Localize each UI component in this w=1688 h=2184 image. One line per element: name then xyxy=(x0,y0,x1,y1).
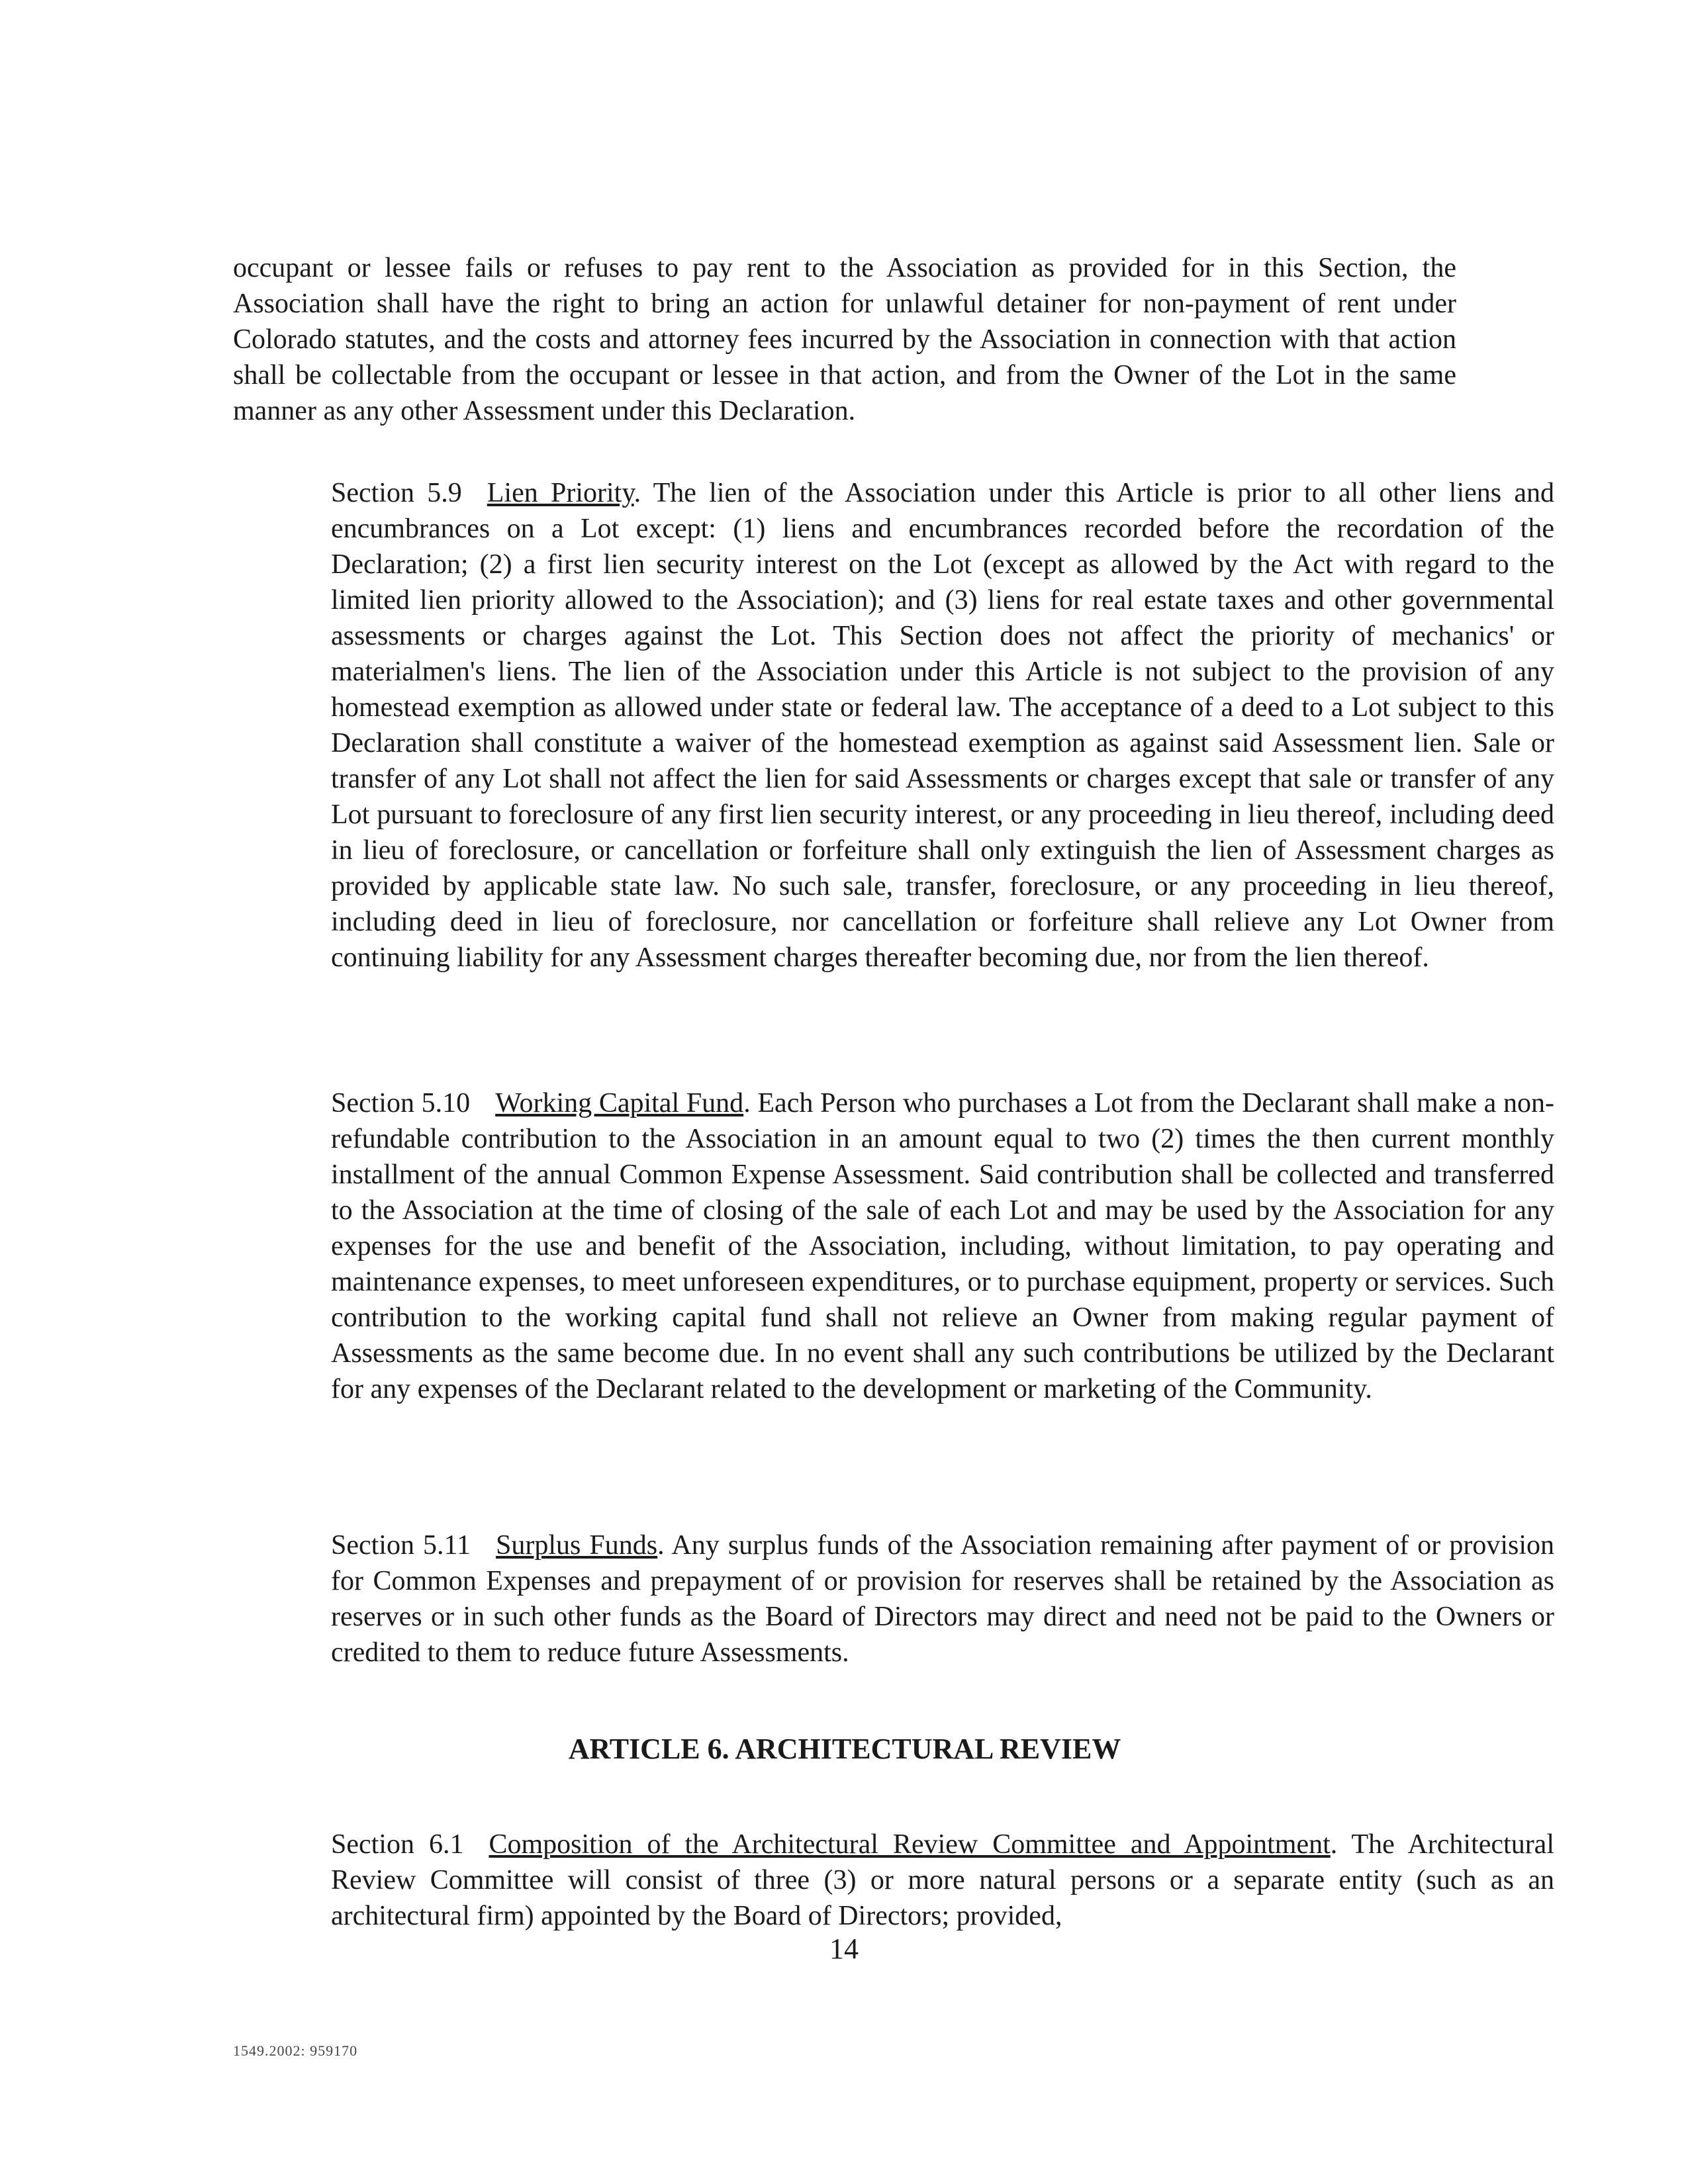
section-body: The Architectural Review Committee will consist of three (3) or more natural persons or a separate entity (such as an architectural firm) appointed by the Board of Directors; provided, xyxy=(331,1829,1554,1931)
section-5-9-paragraph xyxy=(233,475,1554,976)
section-5-10-paragraph xyxy=(233,1085,1554,1407)
page-number: 14 xyxy=(829,1933,859,1965)
section-5-11-paragraph xyxy=(233,1527,1554,1670)
section-body: Any surplus funds of the Association remaining after payment of or provision for Common Expenses and prepayment of or provision for reserves shall be retained by the Association as reserves or in such other funds as the Board of Directors may direct and need not be paid to the Owners or credited to them to reduce future Assessments. xyxy=(331,1530,1555,1668)
section-heading: Composition of the Architectural Review Committee and Appointment xyxy=(489,1829,1331,1860)
section-number: Section 6.1 xyxy=(331,1829,464,1860)
section-heading: Surplus Funds xyxy=(496,1530,658,1561)
heading-period: . xyxy=(743,1088,751,1118)
heading-period: . xyxy=(633,478,641,508)
article-heading: ARTICLE 6. ARCHITECTURAL REVIEW xyxy=(568,1733,1121,1765)
section-body: Each Person who purchases a Lot from the Declarant shall make a non-refundable contribution to the Association in an amount equal to two (2) times the then current monthly installment of the annual Common Expense Assessment. Said contribution shall be collected and transferred to the Association at the time of closing of the sale of each Lot and may be used by the Association for any expenses for the use and benefit of the Association, including, without limitation, to pay operating and maintenance expenses, to meet unforeseen expenditures, or to purchase equipment, property or services. Such contribution to the working capital fund shall not relieve an Owner from making regular payment of Assessments as the same become due. In no event shall any such contributions be utilized by the Declarant for any expenses of the Declarant related to the development or marketing of the Community. xyxy=(331,1088,1555,1404)
section-6-1-paragraph xyxy=(233,1827,1554,1934)
section-heading: Working Capital Fund xyxy=(495,1088,744,1118)
section-number: Section 5.11 xyxy=(331,1530,471,1561)
section-heading: Lien Priority xyxy=(487,478,634,508)
document-id: 1549.2002: 959170 xyxy=(233,2042,358,2059)
section-body: The lien of the Association under this Article is prior to all other liens and encumbrances on a Lot except: (1) liens and encumbrances recorded before the recordation of the Declaration; (2) a first lien security interest on the Lot (except as allowed by the Act with regard to the limited lien priority allowed to the Association); and (3) liens for real estate taxes and other governmental assessments or charges against the Lot. This Section does not affect the priority of mechanics' or materialmen's liens. The lien of the Association under this Article is not subject to the provision of any homestead exemption as allowed under state or federal law. The acceptance of a deed to a Lot subject to this Declaration shall constitute a waiver of the homestead exemption as against said Assessment lien. Sale or transfer of any Lot shall not affect the lien for said Assessments or charges except that sale or transfer of any Lot pursuant to foreclosure of any first lien security interest, or any proceeding in lieu thereof, including deed in lieu of foreclosure, or cancellation or forfeiture shall only extinguish the lien of Assessment charges as provided by applicable state law. No such sale, transfer, foreclosure, or any proceeding in lieu thereof, including deed in lieu of foreclosure, nor cancellation or forfeiture shall relieve any Lot Owner from continuing liability for any Assessment charges thereafter becoming due, nor from the lien thereof. xyxy=(331,478,1555,973)
section-number: Section 5.10 xyxy=(331,1088,471,1118)
heading-period: . xyxy=(1330,1829,1338,1860)
heading-period: . xyxy=(657,1530,665,1561)
continuation-paragraph: occupant or lessee fails or refuses to pay rent to the Association as provided for in this Section, the Association shall have the right to bring an action for unlawful detainer for non-payment of rent under Colorado statutes, and the costs and attorney fees incurred by the Association in connection with that action shall be collectable from the occupant or lessee in that action, and from the Owner of the Lot in the same manner as any other Assessment under this Declaration. xyxy=(233,253,1456,426)
section-number: Section 5.9 xyxy=(331,478,462,508)
